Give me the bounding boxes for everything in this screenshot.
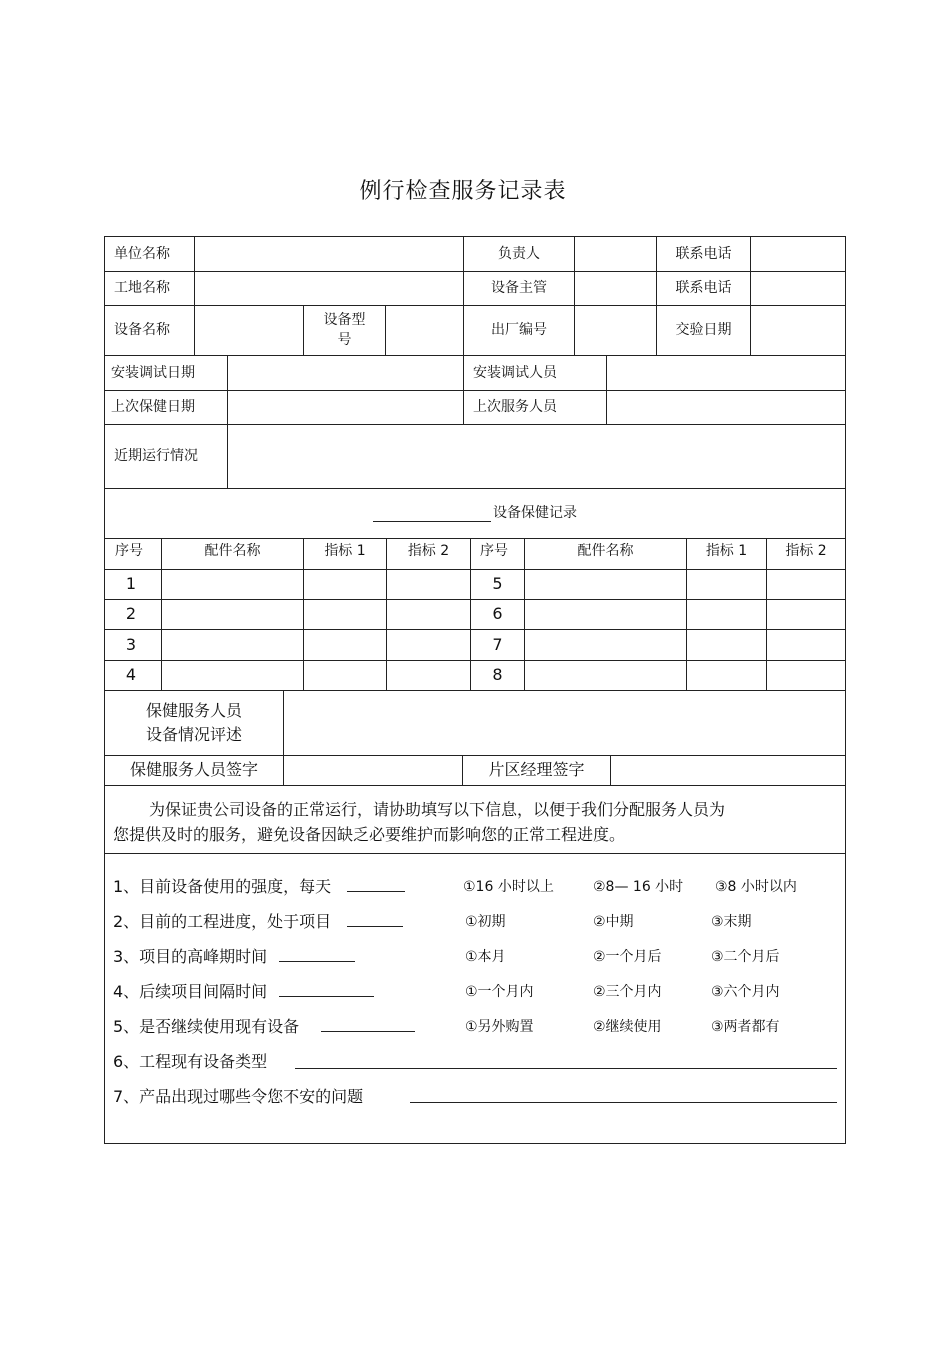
install-date-label: 安装调试日期 (111, 364, 195, 381)
factory-number-field[interactable] (575, 305, 656, 355)
last-maintenance-date-label: 上次保健日期 (111, 399, 195, 415)
option[interactable]: ③末期 (711, 914, 752, 930)
row-number: 4 (125, 665, 137, 684)
maintenance-title-blank[interactable] (373, 505, 491, 522)
intro-line: 为保证贵公司设备的正常运行，请协助填写以下信息，以便于我们分配服务人员为 (149, 800, 726, 819)
option[interactable]: ①初期 (465, 914, 506, 930)
question-text: 2、目前的工程进度，处于项目 (113, 912, 332, 931)
question-2 (113, 909, 403, 932)
install-date-field[interactable] (228, 355, 463, 390)
question-6 (113, 1049, 267, 1072)
evaluation-label (105, 690, 283, 755)
column-header-part-name: 配件名称 (204, 543, 261, 559)
answer-line[interactable] (295, 1068, 837, 1069)
answer-blank[interactable] (279, 982, 374, 997)
row-number: 5 (492, 574, 503, 593)
option[interactable]: ②一个月后 (593, 949, 662, 965)
unit-name-field[interactable] (195, 237, 463, 271)
row-number: 3 (125, 634, 137, 654)
intro-paragraph (113, 797, 833, 847)
person-in-charge-field[interactable] (575, 237, 656, 271)
staff-signature-label: 保健服务人员签字 (129, 760, 258, 779)
answer-blank[interactable] (279, 947, 355, 962)
question-3 (113, 944, 355, 967)
question-text: 4、后续项目间隔时间 (113, 982, 268, 1001)
answer-line[interactable] (410, 1102, 837, 1103)
maintenance-section-title-row (105, 488, 845, 538)
service-record-form (104, 236, 846, 1144)
equipment-supervisor-field[interactable] (575, 271, 656, 305)
question-7 (113, 1084, 363, 1107)
equipment-supervisor-label: 设备主管 (491, 280, 547, 296)
site-name-label: 工地名称 (114, 280, 170, 296)
column-header-number: 序号 (480, 543, 508, 559)
column-header-indicator-1: 指标 1 (324, 543, 366, 559)
evaluation-field[interactable] (284, 690, 845, 755)
evaluation-label-line1: 保健服务人员 (145, 700, 242, 720)
phone-label: 联系电话 (675, 246, 732, 262)
column-header-indicator-2: 指标 2 (407, 543, 450, 559)
row-number: 7 (492, 634, 503, 654)
factory-number-label: 出厂编号 (491, 322, 547, 338)
question-5 (113, 1014, 415, 1037)
install-staff-field[interactable] (607, 355, 845, 390)
equipment-model-label-line2: 号 (337, 332, 352, 348)
maintenance-section-title: 设备保健记录 (493, 505, 577, 521)
manager-signature-label: 片区经理签字 (488, 760, 585, 779)
row-divider (105, 785, 845, 786)
intro-line: 您提供及时的服务，避免设备因缺乏必要维护而影响您的正常工程进度。 (113, 825, 626, 844)
site-name-field[interactable] (195, 271, 463, 305)
column-header-indicator-2: 指标 2 (785, 543, 827, 559)
evaluation-label-line2: 设备情况评述 (145, 724, 242, 744)
question-text: 3、项目的高峰期时间 (113, 947, 268, 966)
question-text: 5、是否继续使用现有设备 (113, 1017, 300, 1036)
option[interactable]: ①本月 (465, 949, 506, 965)
row-number: 2 (125, 604, 137, 623)
row-number: 6 (492, 604, 503, 623)
option[interactable]: ②三个月内 (593, 984, 662, 1000)
option[interactable]: ①另外购置 (465, 1019, 534, 1035)
last-maintenance-date-field[interactable] (228, 390, 463, 424)
option[interactable]: ③二个月后 (711, 949, 780, 965)
install-staff-label: 安装调试人员 (473, 364, 557, 381)
question-4 (113, 979, 374, 1002)
option[interactable]: ②继续使用 (593, 1019, 662, 1035)
option[interactable]: ①16 小时以上 (463, 879, 554, 895)
last-service-staff-field[interactable] (607, 390, 845, 424)
staff-signature-field[interactable] (284, 755, 462, 785)
row-number: 8 (492, 665, 503, 684)
delivery-date-field[interactable] (751, 305, 845, 355)
equipment-name-label: 设备名称 (114, 322, 170, 338)
question-text: 6、工程现有设备类型 (113, 1052, 268, 1071)
page-title: 例行检查服务记录表 (359, 179, 567, 204)
recent-operation-field[interactable] (228, 424, 845, 488)
question-1 (113, 874, 405, 897)
answer-blank[interactable] (347, 912, 403, 927)
answer-blank[interactable] (347, 877, 405, 892)
equipment-model-label-line1: 设备型 (323, 312, 366, 328)
column-header-part-name: 配件名称 (577, 543, 634, 559)
option[interactable]: ③8 小时以内 (715, 879, 797, 895)
manager-signature-field[interactable] (611, 755, 845, 785)
delivery-date-label: 交验日期 (675, 322, 732, 338)
person-in-charge-label: 负责人 (498, 246, 540, 262)
phone-label: 联系电话 (675, 280, 732, 296)
option[interactable]: ③六个月内 (711, 984, 780, 1000)
column-header-number: 序号 (115, 543, 143, 559)
recent-operation-label: 近期运行情况 (114, 448, 198, 464)
equipment-model-label (304, 305, 385, 355)
phone-field[interactable] (751, 271, 845, 305)
row-number: 1 (125, 574, 137, 593)
answer-blank[interactable] (321, 1017, 415, 1032)
column-header-indicator-1: 指标 1 (705, 543, 748, 559)
unit-name-label: 单位名称 (114, 246, 170, 262)
equipment-name-field[interactable] (195, 305, 303, 355)
option[interactable]: ②8— 16 小时 (593, 879, 684, 895)
option[interactable]: ②中期 (593, 914, 634, 930)
row-divider (105, 853, 845, 854)
option[interactable]: ①一个月内 (465, 984, 534, 1000)
question-text: 1、目前设备使用的强度，每天 (113, 877, 332, 896)
phone-field[interactable] (751, 237, 845, 271)
option[interactable]: ③两者都有 (711, 1019, 780, 1035)
question-text: 7、产品出现过哪些令您不安的问题 (113, 1087, 364, 1106)
last-service-staff-label: 上次服务人员 (473, 399, 557, 415)
equipment-model-field[interactable] (386, 305, 463, 355)
